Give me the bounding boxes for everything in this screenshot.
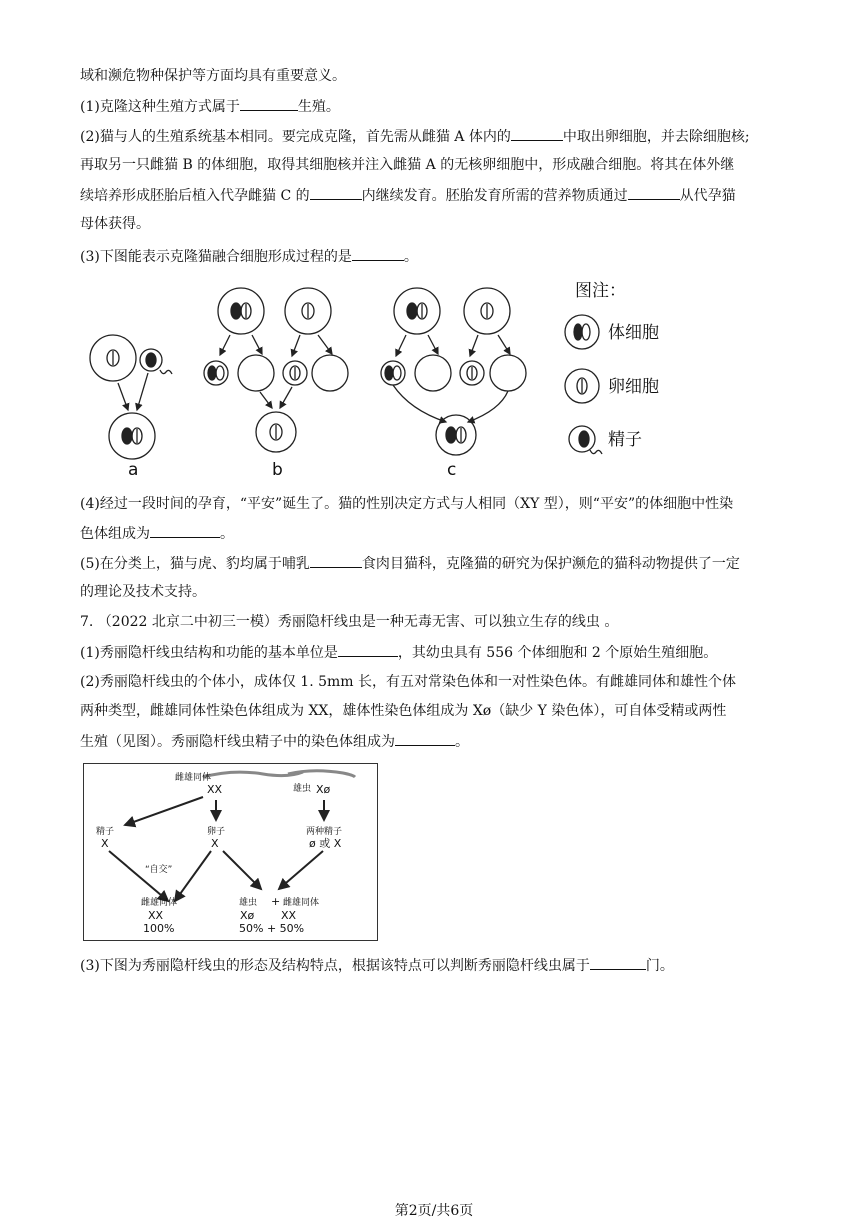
answer-blank[interactable] bbox=[628, 185, 680, 200]
label-egg-x: X bbox=[211, 837, 219, 850]
label-result-100: 100% bbox=[143, 922, 175, 935]
text-line-1: 域和濒危物种保护等方面均具有重要意义。 bbox=[80, 68, 346, 84]
answer-blank[interactable] bbox=[310, 553, 362, 568]
answer-blank[interactable] bbox=[150, 523, 220, 538]
question-7-1: (1)秀丽隐杆线虫结构和功能的基本单位是 ，其幼虫具有 556 个体细胞和 2 个原始生殖细胞。 bbox=[80, 642, 717, 663]
answer-blank[interactable] bbox=[338, 642, 398, 657]
label-result-male: 雄虫 bbox=[239, 898, 258, 908]
label-sperm: 精子 bbox=[96, 827, 115, 837]
question-5-line-2: 的理论及技术支持。 bbox=[80, 584, 206, 600]
legend-somatic-cell: 体细胞 bbox=[608, 323, 659, 343]
label-result-xx-2: XX bbox=[281, 909, 297, 922]
label-male-x0: Xø bbox=[316, 783, 331, 796]
legend-egg-cell: 卵细胞 bbox=[608, 377, 659, 397]
figure-label-b: b bbox=[272, 460, 283, 480]
label-result-50-50: 50% + 50% bbox=[239, 922, 305, 935]
label-egg: 卵子 bbox=[207, 827, 226, 837]
page-number: 第2页/共6页 bbox=[394, 1203, 474, 1219]
question-7-2-line-1: (2)秀丽隐杆线虫的个体小，成体仅 1. 5mm 长，有五对常染色体和一对性染色体。有雌雄同体和雄性个体 bbox=[80, 674, 736, 690]
question-7-header: 7. （2022 北京二中初三一模）秀丽隐杆线虫是一种无毒无害、可以独立生存的线虫 。 bbox=[80, 614, 619, 630]
question-2-line-1: (2)猫与人的生殖系统基本相同。要完成克隆，首先需从雌猫 A 体内的 中取出卵细胞，并去除细胞核; bbox=[80, 126, 750, 147]
question-3: (3)下图能表示克隆猫融合细胞形成过程的是 。 bbox=[80, 246, 418, 267]
answer-blank[interactable] bbox=[511, 126, 563, 141]
label-male: 雄虫 bbox=[293, 784, 312, 794]
answer-blank[interactable] bbox=[310, 185, 362, 200]
figure-label-c: c bbox=[447, 460, 457, 480]
question-7-3: (3)下图为秀丽隐杆线虫的形态及结构特点，根据该特点可以判断秀丽隐杆线虫属于 门。 bbox=[80, 955, 674, 976]
question-4-line-1: (4)经过一段时间的孕育，“平安”诞生了。猫的性别决定方式与人相同（XY 型），则“平安”的体细胞中性染 bbox=[80, 496, 734, 512]
label-hermaphrodite-xx: XX bbox=[207, 783, 223, 796]
question-2-line-4: 母体获得。 bbox=[80, 216, 150, 232]
label-plus: + bbox=[271, 895, 281, 908]
legend-sperm: 精子 bbox=[608, 430, 642, 450]
label-result-hermaphrodite-2: 雌雄同体 bbox=[283, 898, 320, 908]
question-7-2-line-3: 生殖（见图）。秀丽隐杆线虫精子中的染色体组成为 。 bbox=[80, 731, 469, 752]
question-4-line-2: 色体组成为 。 bbox=[80, 523, 234, 544]
label-result-x0: Xø bbox=[240, 909, 255, 922]
cloning-figure bbox=[80, 270, 700, 485]
label-two-sperm-value: ø 或 X bbox=[309, 837, 342, 850]
label-hermaphrodite: 雌雄同体 bbox=[175, 773, 212, 783]
label-result-hermaphrodite: 雌雄同体 bbox=[141, 898, 178, 908]
question-2-line-3: 续培养形成胚胎后植入代孕雌猫 C 的 内继续发育。胚胎发育所需的营养物质通过 从代孕猫 bbox=[80, 185, 736, 206]
answer-blank[interactable] bbox=[590, 955, 646, 970]
question-5-line-1: (5)在分类上，猫与虎、豹均属于哺乳 食肉目猫科，克隆猫的研究为保护濒危的猫科动物提供了一定 bbox=[80, 553, 740, 574]
answer-blank[interactable] bbox=[352, 246, 404, 261]
label-selfing: “自交” bbox=[145, 865, 173, 875]
question-7-2-line-2: 两种类型，雌雄同体性染色体组成为 XX，雄体性染色体组成为 Xø（缺少 Y 染色体），可自体受精或两性 bbox=[80, 703, 727, 719]
question-2-line-2: 再取另一只雌猫 B 的体细胞，取得其细胞核并注入雌猫 A 的无核卵细胞中，形成融合细胞。将其在体外继 bbox=[80, 157, 735, 173]
question-1: (1)克隆这种生殖方式属于 生殖。 bbox=[80, 96, 340, 117]
figure-label-a: a bbox=[128, 460, 139, 480]
worm-reproduction-figure bbox=[83, 763, 378, 941]
answer-blank[interactable] bbox=[240, 96, 298, 111]
label-result-xx: XX bbox=[148, 909, 164, 922]
answer-blank[interactable] bbox=[395, 731, 455, 746]
label-two-sperm: 两种精子 bbox=[306, 827, 343, 837]
legend-title: 图注： bbox=[575, 281, 626, 301]
label-sperm-x: X bbox=[101, 837, 109, 850]
